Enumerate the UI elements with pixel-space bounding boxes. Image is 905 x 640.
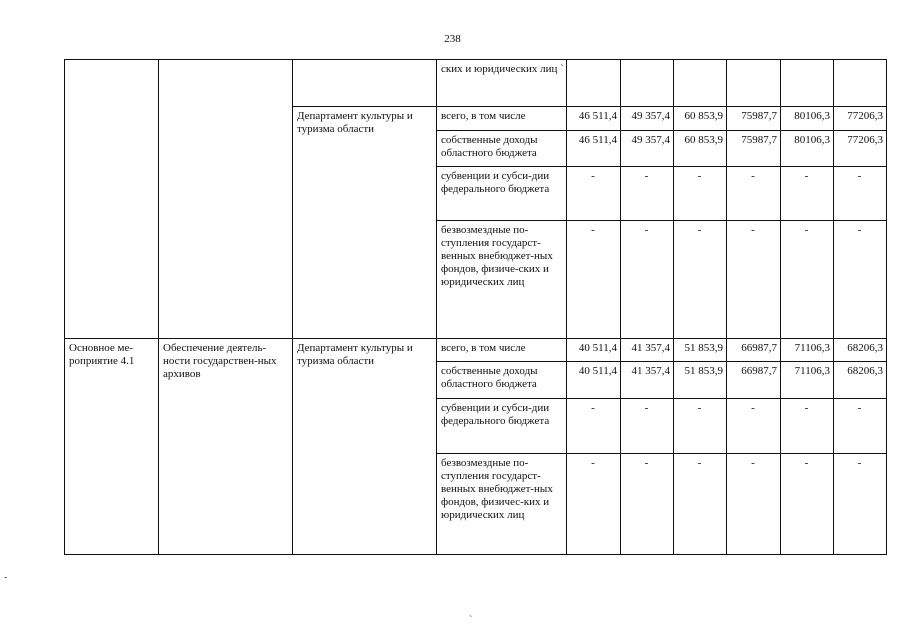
value-cell: [727, 60, 781, 107]
source-cell: всего, в том числе: [437, 107, 567, 131]
value-cell: -: [834, 221, 887, 339]
table-row: [65, 60, 887, 107]
value-cell: 77206,3: [834, 107, 887, 131]
value-cell: 71106,3: [781, 362, 834, 399]
value-cell: -: [674, 221, 727, 339]
value-cell: -: [567, 399, 621, 454]
source-cell: субвенции и субси-дии федерального бюджета: [437, 167, 567, 221]
source-cell: субвенции и субси-дии федерального бюджета: [437, 399, 567, 454]
value-cell: -: [727, 221, 781, 339]
value-cell: -: [621, 221, 674, 339]
value-cell: -: [781, 167, 834, 221]
value-cell: -: [834, 399, 887, 454]
page-number: 238: [444, 33, 461, 45]
source-cell: собственные доходы областного бюджета: [437, 362, 567, 399]
executor-cell: Департамент культуры и туризма области: [293, 339, 437, 555]
value-cell: 60 853,9: [674, 107, 727, 131]
value-cell: 80106,3: [781, 131, 834, 167]
value-cell: 41 357,4: [621, 339, 674, 362]
source-cell: ских и юридических лиц `: [437, 60, 567, 107]
value-cell: -: [621, 399, 674, 454]
table-row: [65, 339, 887, 362]
activity-cell: Основное ме-роприятие 4.1: [65, 339, 159, 555]
value-cell: 68206,3: [834, 362, 887, 399]
value-cell: 80106,3: [781, 107, 834, 131]
value-cell: -: [567, 221, 621, 339]
value-cell: -: [781, 454, 834, 555]
value-cell: 75987,7: [727, 107, 781, 131]
value-cell: [621, 60, 674, 107]
value-cell: -: [567, 167, 621, 221]
description-cell: [159, 60, 293, 339]
value-cell: 77206,3: [834, 131, 887, 167]
value-cell: -: [727, 454, 781, 555]
value-cell: -: [727, 399, 781, 454]
value-cell: -: [567, 454, 621, 555]
stray-mark: `: [469, 615, 473, 626]
value-cell: 49 357,4: [621, 131, 674, 167]
value-cell: 75987,7: [727, 131, 781, 167]
activity-cell: [65, 60, 159, 339]
value-cell: 46 511,4: [567, 131, 621, 167]
description-cell: Обеспечение деятель-ности государствен-ных архивов: [159, 339, 293, 555]
value-cell: 60 853,9: [674, 131, 727, 167]
value-cell: -: [781, 399, 834, 454]
value-cell: 46 511,4: [567, 107, 621, 131]
budget-table: [64, 59, 887, 555]
value-cell: -: [727, 167, 781, 221]
value-cell: -: [621, 454, 674, 555]
margin-dash: -: [4, 572, 8, 583]
source-cell: безвозмездные по-ступления государст-венных внебюджет-ных фондов, физиче-ских и юридических лиц: [437, 221, 567, 339]
value-cell: 49 357,4: [621, 107, 674, 131]
value-cell: [567, 60, 621, 107]
value-cell: 51 853,9: [674, 362, 727, 399]
source-cell: безвозмездные по-ступления государст-венных внебюджет-ных фондов, физичес-ких и юридических лиц: [437, 454, 567, 555]
value-cell: [781, 60, 834, 107]
value-cell: -: [834, 167, 887, 221]
value-cell: 66987,7: [727, 362, 781, 399]
value-cell: -: [674, 399, 727, 454]
source-cell: собственные доходы областного бюджета: [437, 131, 567, 167]
source-cell: всего, в том числе: [437, 339, 567, 362]
value-cell: -: [781, 221, 834, 339]
value-cell: [834, 60, 887, 107]
value-cell: [674, 60, 727, 107]
value-cell: 66987,7: [727, 339, 781, 362]
value-cell: -: [834, 454, 887, 555]
value-cell: 40 511,4: [567, 339, 621, 362]
value-cell: 68206,3: [834, 339, 887, 362]
value-cell: -: [674, 454, 727, 555]
value-cell: 40 511,4: [567, 362, 621, 399]
executor-cell: Департамент культуры и туризма области: [293, 107, 437, 339]
value-cell: -: [621, 167, 674, 221]
executor-cell: [293, 60, 437, 107]
value-cell: 71106,3: [781, 339, 834, 362]
value-cell: -: [674, 167, 727, 221]
value-cell: 41 357,4: [621, 362, 674, 399]
value-cell: 51 853,9: [674, 339, 727, 362]
